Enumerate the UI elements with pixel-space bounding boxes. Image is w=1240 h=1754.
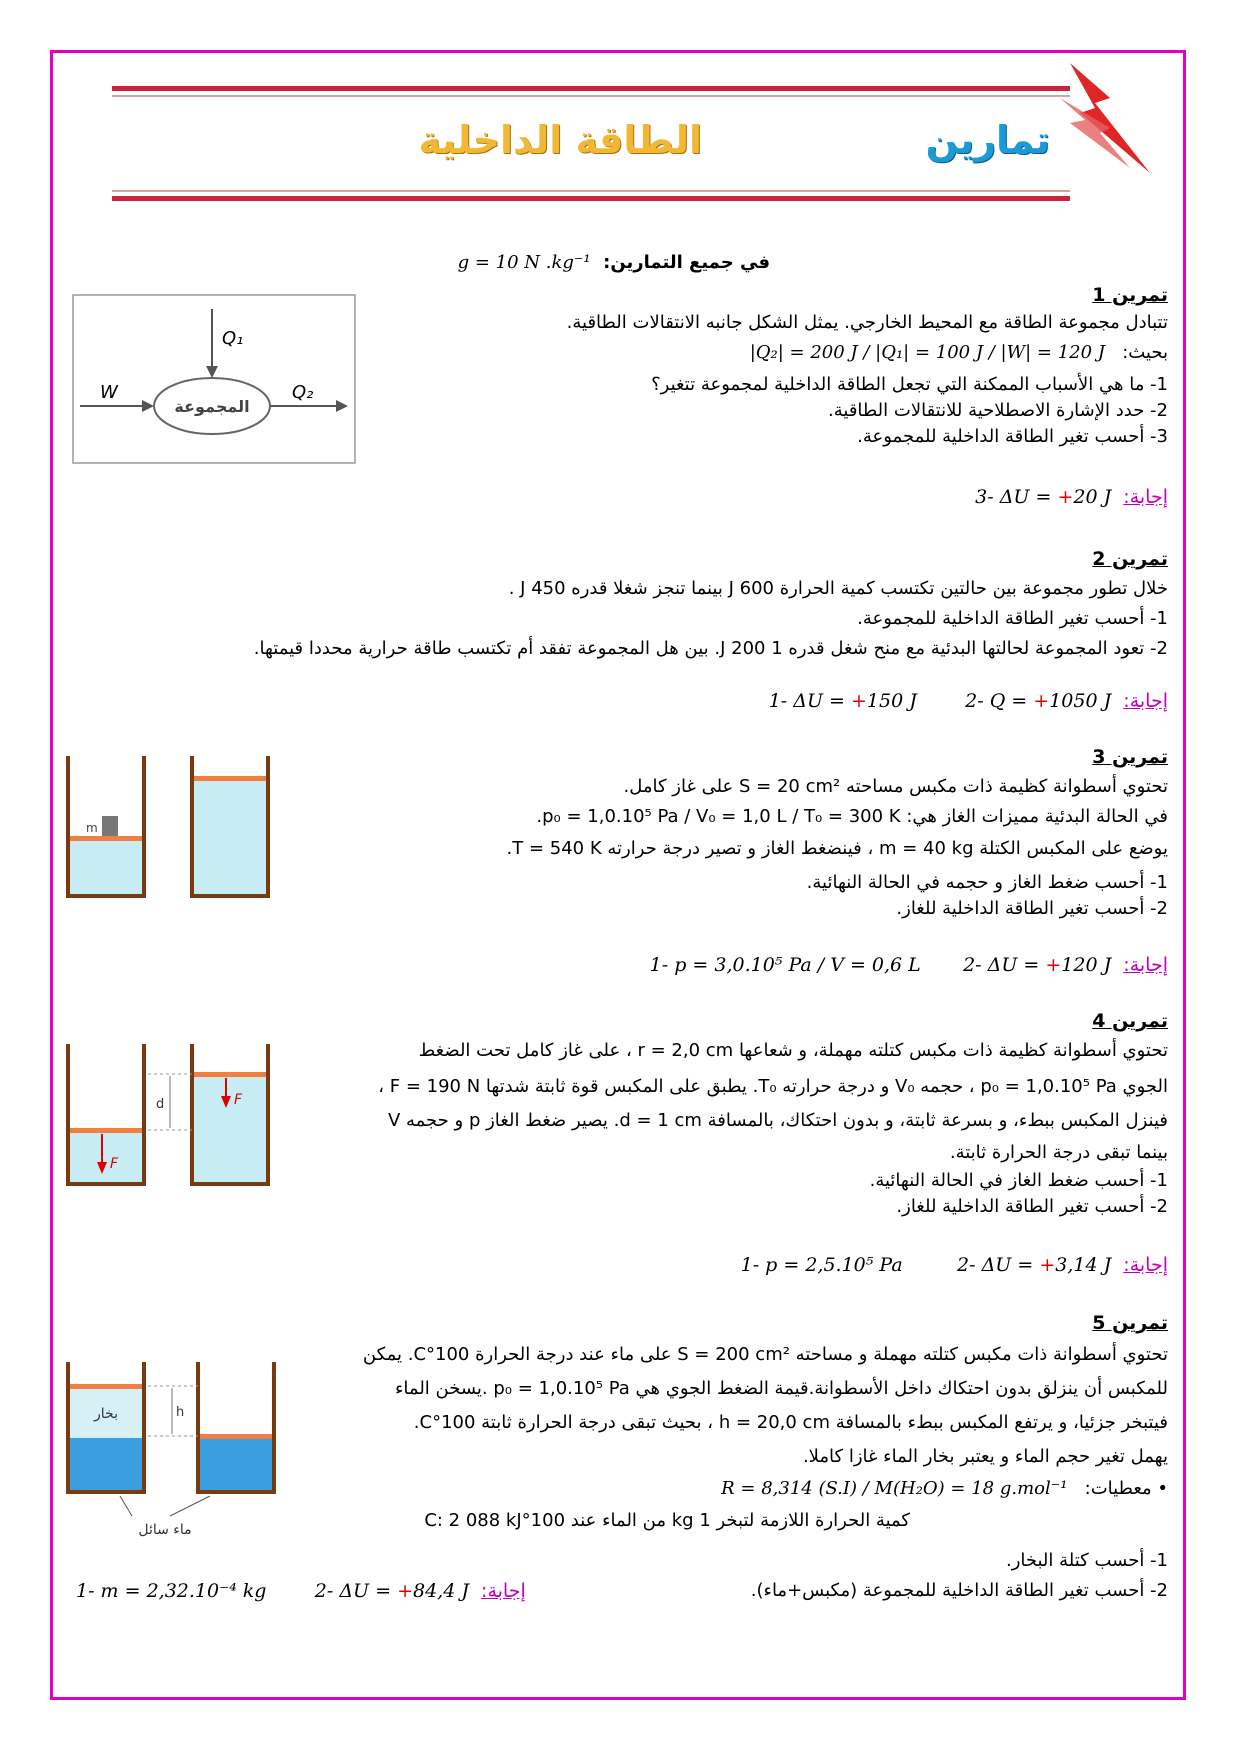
force-label: F <box>110 1156 119 1172</box>
ex3-answer-2: 2- ΔU = +120 J <box>963 954 1112 976</box>
gas-region <box>194 1076 266 1182</box>
ex3-answer-1: 1- p = 3,0.10⁵ Pa / V = 0,6 L <box>649 954 921 976</box>
ex4-text1: تحتوي أسطوانة كظيمة ذات مكبس كتلته مهملة، و شعاعها r = 2,0 cm ، على غاز كامل تحت الضغط <box>418 1040 1168 1061</box>
answer-label: إجابة: <box>1123 1254 1168 1276</box>
ex2-answer <box>769 690 1168 712</box>
ex1-q3: 3- أحسب تغير الطاقة الداخلية للمجموعة. <box>857 426 1168 447</box>
ex2-answer-1: 1- ΔU = +150 J <box>768 690 917 712</box>
ex4-text4: بينما تبقى درجة الحرارة ثابتة. <box>949 1142 1168 1163</box>
ex1-answer-value: 3- ΔU = +20 J <box>975 486 1112 508</box>
ex1-q2: 2- حدد الإشارة الاصطلاحية للانتقالات الطاقية. <box>828 400 1168 421</box>
ex1-text: تتبادل مجموعة الطاقة مع المحيط الخارجي. يمثل الشكل جانبه الانتقالات الطاقية. <box>566 312 1168 333</box>
vapor-label: بخار <box>94 1406 118 1422</box>
ex5-text4: يهمل تغير حجم الماء و يعتبر بخار الماء غازا كاملا. <box>802 1446 1168 1467</box>
ex5-data-values: R = 8,314 (S.I) / M(H₂O) = 18 g.mol⁻¹ <box>721 1478 1068 1499</box>
liquid-label: ماء سائل <box>138 1522 192 1538</box>
mass-block <box>102 816 118 836</box>
mass-label: m <box>86 821 98 835</box>
ex1-given-values: |Q₂| = 200 J / |Q₁| = 100 J / |W| = 120 J <box>749 342 1106 363</box>
header-top-thin-line <box>112 95 1070 97</box>
ex5-data <box>721 1478 1168 1499</box>
answer-label: إجابة: <box>1123 690 1168 712</box>
piston <box>70 1128 142 1133</box>
section-label: تمارين <box>925 118 1050 162</box>
ex5-q1: 1- أحسب كتلة البخار. <box>1005 1550 1168 1571</box>
ex5-title: تمرين 5 <box>1092 1312 1168 1334</box>
piston <box>194 1072 266 1077</box>
diagram-q2-label: Q₂ <box>292 382 314 403</box>
ex4-answer <box>741 1254 1168 1276</box>
ex5-data-label: • معطيات: <box>1084 1478 1168 1499</box>
ex5-answer-2: 2- ΔU = +84,4 J <box>314 1580 469 1602</box>
ex5-answer-1: 1- m = 2,32.10⁻⁴ kg <box>76 1580 267 1602</box>
ex2-q1: 1- أحسب تغير الطاقة الداخلية للمجموعة. <box>857 608 1168 629</box>
header-top-line <box>112 86 1070 91</box>
ex3-q2: 2- أحسب تغير الطاقة الداخلية للغاز. <box>896 898 1168 919</box>
answer-label: إجابة: <box>1123 954 1168 976</box>
ex4-cylinders-figure <box>60 1040 280 1190</box>
diagram-system-label: المجموعة <box>174 397 250 416</box>
ex5-cylinders-figure <box>60 1356 290 1556</box>
ex5-text3: فيتبخر جزئيا، و يرتفع المكبس ببطء بالمسافة h = 20,0 cm ، بحيث تبقى درجة الحرارة ثابتة 100°C. <box>413 1412 1168 1433</box>
ex4-title: تمرين 4 <box>1092 1010 1168 1032</box>
piston <box>194 776 266 781</box>
ex3-answer <box>650 954 1168 976</box>
gas-region <box>70 1132 142 1182</box>
ex3-text2: في الحالة البدئية مميزات الغاز هي: p₀ = 1,0.10⁵ Pa / V₀ = 1,0 L / T₀ = 300 K. <box>536 806 1168 827</box>
force-label: F <box>234 1092 243 1108</box>
ex5-data-heat: كمية الحرارة اللازمة لتبخر 1 kg من الماء عند 100°C: 2 088 kJ <box>424 1510 910 1531</box>
ex2-text: خلال تطور مجموعة بين حالتين تكتسب كمية الحرارة 600 J بينما تنجز شغلا قدره 450 J . <box>508 578 1168 599</box>
ex4-answer-1: 1- p = 2,5.10⁵ Pa <box>740 1254 903 1276</box>
ex2-title: تمرين 2 <box>1092 548 1168 570</box>
ex5-text2: للمكبس أن ينزلق بدون احتكاك داخل الأسطوانة.قيمة الضغط الجوي هي p₀ = 1,0.10⁵ Pa .يسخن الماء <box>394 1378 1168 1399</box>
liquid-water <box>200 1438 272 1490</box>
height-label: h <box>176 1405 185 1420</box>
ex3-text1: تحتوي أسطوانة كظيمة ذات مكبس مساحته S = 20 cm² على غاز كامل. <box>623 776 1168 797</box>
ex1-energy-diagram <box>72 294 356 464</box>
ex3-cylinders-figure <box>60 752 280 902</box>
piston <box>70 836 142 841</box>
ex1-given-prefix: بحيث: <box>1122 342 1168 363</box>
diagram-q1-label: Q₁ <box>222 328 244 349</box>
ex4-q2: 2- أحسب تغير الطاقة الداخلية للغاز. <box>896 1196 1168 1217</box>
ex2-answer-2: 2- Q = +1050 J <box>965 690 1112 712</box>
ex5-answer <box>76 1580 526 1602</box>
common-note-label: في جميع التمارين: <box>603 252 770 273</box>
ex1-q1: 1- ما هي الأسباب الممكنة التي تجعل الطاقة الداخلية لمجموعة تتغير؟ <box>651 374 1168 395</box>
ex4-text2: الجوي p₀ = 1,0.10⁵ Pa ، حجمه V₀ و درجة حرارته T₀. يطبق على المكبس قوة ثابتة شدتها F = 190 N ، <box>378 1076 1168 1097</box>
liquid-water <box>70 1438 142 1490</box>
gas-region <box>194 780 266 894</box>
ex4-text3: فينزل المكبس ببطء، و بسرعة ثابتة، و بدون احتكاك، بالمسافة d = 1 cm. يصير ضغط الغاز p و حجمه V <box>387 1110 1168 1131</box>
ex3-title: تمرين 3 <box>1092 746 1168 768</box>
ex3-q1: 1- أحسب ضغط الغاز و حجمه في الحالة النهائية. <box>806 872 1168 893</box>
distance-label: d <box>156 1097 165 1112</box>
ex1-title: تمرين 1 <box>1092 284 1168 306</box>
ex1-given <box>750 342 1168 363</box>
piston <box>70 1384 142 1389</box>
ex3-text3: يوضع على المكبس الكتلة m = 40 kg ، فينضغط الغاز و تصير درجة حرارته T = 540 K. <box>506 838 1168 859</box>
page-title: الطاقة الداخلية <box>418 118 702 162</box>
ex5-q2: 2- أحسب تغير الطاقة الداخلية للمجموعة (مكبس+ماء). <box>750 1580 1168 1601</box>
common-note <box>458 252 770 273</box>
ex2-q2: 2- تعود المجموعة لحالتها البدئية مع منح شغل قدره 1 200 J. بين هل المجموعة تفقد أم تكتسب طاقة حرارية محددا قيمتها. <box>253 638 1168 659</box>
header-bottom-line <box>112 196 1070 201</box>
ex4-answer-2: 2- ΔU = +3,14 J <box>957 1254 1112 1276</box>
answer-label: إجابة: <box>481 1580 526 1602</box>
ex1-answer <box>975 486 1168 508</box>
header-logo-icon <box>1050 58 1160 178</box>
common-note-value: g = 10 N .kg⁻¹ <box>457 252 591 273</box>
gas-region <box>70 840 142 894</box>
answer-label: إجابة: <box>1123 486 1168 508</box>
ex5-text1: تحتوي أسطوانة ذات مكبس كتلته مهملة و مساحته S = 200 cm² على ماء عند درجة الحرارة 100°C. يمكن <box>362 1344 1168 1365</box>
header-bottom-thin-line <box>112 190 1070 192</box>
ex4-q1: 1- أحسب ضغط الغاز في الحالة النهائية. <box>869 1170 1168 1191</box>
diagram-w-label: W <box>100 382 118 403</box>
piston <box>200 1434 272 1439</box>
